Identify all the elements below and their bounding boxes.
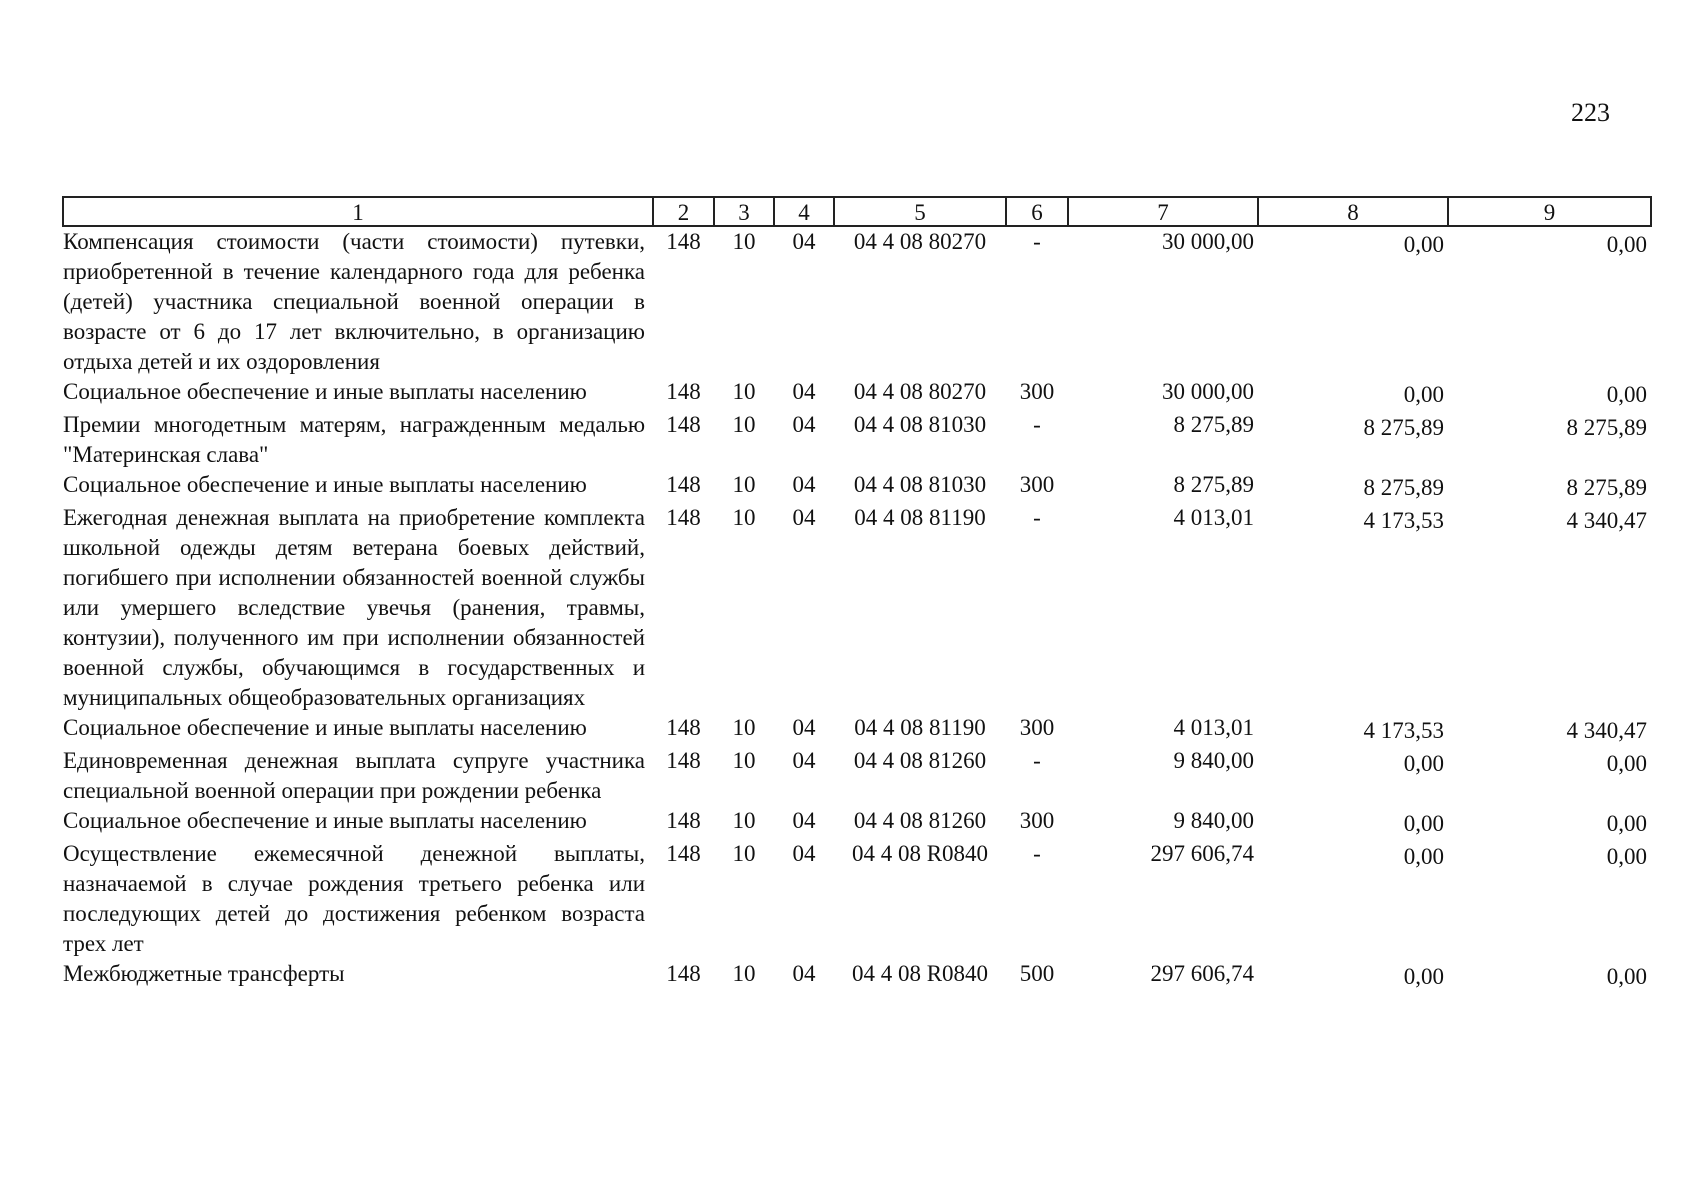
row-name-cell: Осуществление ежемесячной денежной выплаты, назначаемой в случае рождения третьего ребенка или последующих детей до достижения ребенком возраста трех лет bbox=[63, 841, 645, 956]
row-amount-col8: 0,00 bbox=[1403, 844, 1444, 869]
row-amount-col7: 297 606,74 bbox=[1150, 961, 1254, 986]
row-target-article: 04 4 08 81030 bbox=[853, 412, 987, 437]
table-row bbox=[63, 503, 1651, 713]
row-amount-col9: 0,00 bbox=[1606, 751, 1647, 776]
row-expense-type: - bbox=[1033, 748, 1041, 773]
row-amount-col7: 30 000,00 bbox=[1162, 379, 1254, 404]
budget-table bbox=[62, 196, 1652, 992]
row-section-code: 10 bbox=[732, 961, 756, 986]
row-target-article: 04 4 08 80270 bbox=[853, 379, 987, 404]
row-expense-type: - bbox=[1033, 229, 1041, 254]
row-subsection-code: 04 bbox=[792, 715, 816, 740]
header-col-4: 4 bbox=[774, 197, 834, 226]
row-admin-code: 148 bbox=[666, 961, 701, 986]
row-amount-col7: 30 000,00 bbox=[1162, 229, 1254, 254]
row-expense-type: - bbox=[1033, 505, 1041, 530]
table-row bbox=[63, 713, 1651, 746]
row-admin-code: 148 bbox=[666, 379, 701, 404]
row-subsection-code: 04 bbox=[792, 808, 816, 833]
row-amount-col9: 0,00 bbox=[1606, 844, 1647, 869]
header-col-2: 2 bbox=[653, 197, 714, 226]
page-number: 223 bbox=[1571, 98, 1610, 127]
row-subsection-code: 04 bbox=[792, 841, 816, 866]
table-row bbox=[63, 470, 1651, 503]
header-col-8: 8 bbox=[1258, 197, 1448, 226]
row-amount-col7: 9 840,00 bbox=[1173, 748, 1254, 773]
row-target-article: 04 4 08 80270 bbox=[853, 229, 987, 254]
row-admin-code: 148 bbox=[666, 808, 701, 833]
row-amount-col8: 0,00 bbox=[1403, 751, 1444, 776]
row-admin-code: 148 bbox=[666, 841, 701, 866]
row-target-article: 04 4 08 81260 bbox=[853, 748, 987, 773]
row-subsection-code: 04 bbox=[792, 472, 816, 497]
row-subsection-code: 04 bbox=[792, 412, 816, 437]
row-section-code: 10 bbox=[732, 472, 756, 497]
header-col-1: 1 bbox=[63, 197, 653, 226]
row-admin-code: 148 bbox=[666, 229, 701, 254]
header-col-7: 7 bbox=[1068, 197, 1258, 226]
row-amount-col7: 4 013,01 bbox=[1173, 505, 1254, 530]
table-row bbox=[63, 959, 1651, 992]
row-amount-col7: 4 013,01 bbox=[1173, 715, 1254, 740]
row-target-article: 04 4 08 81030 bbox=[853, 472, 987, 497]
row-section-code: 10 bbox=[732, 748, 756, 773]
row-section-code: 10 bbox=[732, 379, 756, 404]
row-amount-col9: 0,00 bbox=[1606, 382, 1647, 407]
row-subsection-code: 04 bbox=[792, 748, 816, 773]
row-target-article: 04 4 08 81190 bbox=[854, 505, 986, 530]
row-name-cell: Социальное обеспечение и иные выплаты населению bbox=[63, 715, 587, 740]
header-col-3: 3 bbox=[714, 197, 774, 226]
row-admin-code: 148 bbox=[666, 748, 701, 773]
table-row bbox=[63, 410, 1651, 470]
row-target-article: 04 4 08 81190 bbox=[854, 715, 986, 740]
row-admin-code: 148 bbox=[666, 472, 701, 497]
table-row bbox=[63, 377, 1651, 410]
row-amount-col8: 8 275,89 bbox=[1363, 415, 1444, 440]
row-admin-code: 148 bbox=[666, 505, 701, 530]
row-section-code: 10 bbox=[732, 808, 756, 833]
header-col-5: 5 bbox=[834, 197, 1006, 226]
row-amount-col9: 0,00 bbox=[1606, 232, 1647, 257]
row-expense-type: - bbox=[1033, 412, 1041, 437]
row-expense-type: 300 bbox=[1019, 715, 1055, 740]
row-section-code: 10 bbox=[732, 715, 756, 740]
row-admin-code: 148 bbox=[666, 715, 701, 740]
row-expense-type: 300 bbox=[1019, 379, 1055, 404]
row-amount-col7: 8 275,89 bbox=[1173, 472, 1254, 497]
table-row bbox=[63, 806, 1651, 839]
row-target-article: 04 4 08 R0840 bbox=[851, 961, 989, 986]
row-amount-col8: 0,00 bbox=[1403, 382, 1444, 407]
row-name-cell: Единовременная денежная выплата супруге участника специальной военной операции при рождении ребенка bbox=[63, 748, 645, 803]
row-amount-col9: 4 340,47 bbox=[1566, 508, 1647, 533]
header-row bbox=[63, 197, 1651, 226]
row-amount-col8: 0,00 bbox=[1403, 232, 1444, 257]
row-amount-col9: 8 275,89 bbox=[1566, 475, 1647, 500]
row-section-code: 10 bbox=[732, 229, 756, 254]
row-amount-col7: 297 606,74 bbox=[1150, 841, 1254, 866]
row-expense-type: - bbox=[1033, 841, 1041, 866]
header-col-9: 9 bbox=[1448, 197, 1651, 226]
row-amount-col7: 9 840,00 bbox=[1173, 808, 1254, 833]
row-target-article: 04 4 08 81260 bbox=[853, 808, 987, 833]
row-name-cell: Социальное обеспечение и иные выплаты населению bbox=[63, 472, 587, 497]
table-row bbox=[63, 226, 1651, 377]
row-section-code: 10 bbox=[732, 841, 756, 866]
row-section-code: 10 bbox=[732, 505, 756, 530]
row-subsection-code: 04 bbox=[792, 961, 816, 986]
table-row bbox=[63, 839, 1651, 959]
row-section-code: 10 bbox=[732, 412, 756, 437]
row-expense-type: 300 bbox=[1019, 808, 1055, 833]
row-amount-col9: 0,00 bbox=[1606, 811, 1647, 836]
row-amount-col8: 0,00 bbox=[1403, 811, 1444, 836]
row-target-article: 04 4 08 R0840 bbox=[851, 841, 989, 866]
row-amount-col8: 8 275,89 bbox=[1363, 475, 1444, 500]
header-col-6: 6 bbox=[1006, 197, 1068, 226]
row-name-cell: Премии многодетным матерям, награжденным медалью "Материнская слава" bbox=[63, 412, 645, 467]
row-amount-col9: 0,00 bbox=[1606, 964, 1647, 989]
row-name-cell: Межбюджетные трансферты bbox=[63, 961, 345, 986]
row-name-cell: Компенсация стоимости (части стоимости) путевки, приобретенной в течение календарного года для ребенка (детей) участника специальной военной операции в возрасте от 6 до 17 лет включительно, в организацию отдыха детей и их оздоровления bbox=[63, 229, 645, 374]
row-subsection-code: 04 bbox=[792, 229, 816, 254]
row-name-cell: Социальное обеспечение и иные выплаты населению bbox=[63, 379, 587, 404]
row-expense-type: 500 bbox=[1019, 961, 1055, 986]
row-amount-col7: 8 275,89 bbox=[1173, 412, 1254, 437]
table-row bbox=[63, 746, 1651, 806]
row-name-cell: Ежегодная денежная выплата на приобретение комплекта школьной одежды детям ветерана боевых действий, погибшего при исполнении обязанностей военной службы или умершего вследствие увечья (ранения, травмы, контузии), полученного им при исполнении обязанностей военной службы, обучающимся в государственных и муниципальных общеобразовательных организациях bbox=[63, 505, 645, 710]
row-subsection-code: 04 bbox=[792, 505, 816, 530]
row-subsection-code: 04 bbox=[792, 379, 816, 404]
row-amount-col8: 4 173,53 bbox=[1363, 508, 1444, 533]
row-name-cell: Социальное обеспечение и иные выплаты населению bbox=[63, 808, 587, 833]
row-expense-type: 300 bbox=[1019, 472, 1055, 497]
row-admin-code: 148 bbox=[666, 412, 701, 437]
row-amount-col8: 0,00 bbox=[1403, 964, 1444, 989]
row-amount-col8: 4 173,53 bbox=[1363, 718, 1444, 743]
row-amount-col9: 4 340,47 bbox=[1566, 718, 1647, 743]
row-amount-col9: 8 275,89 bbox=[1566, 415, 1647, 440]
